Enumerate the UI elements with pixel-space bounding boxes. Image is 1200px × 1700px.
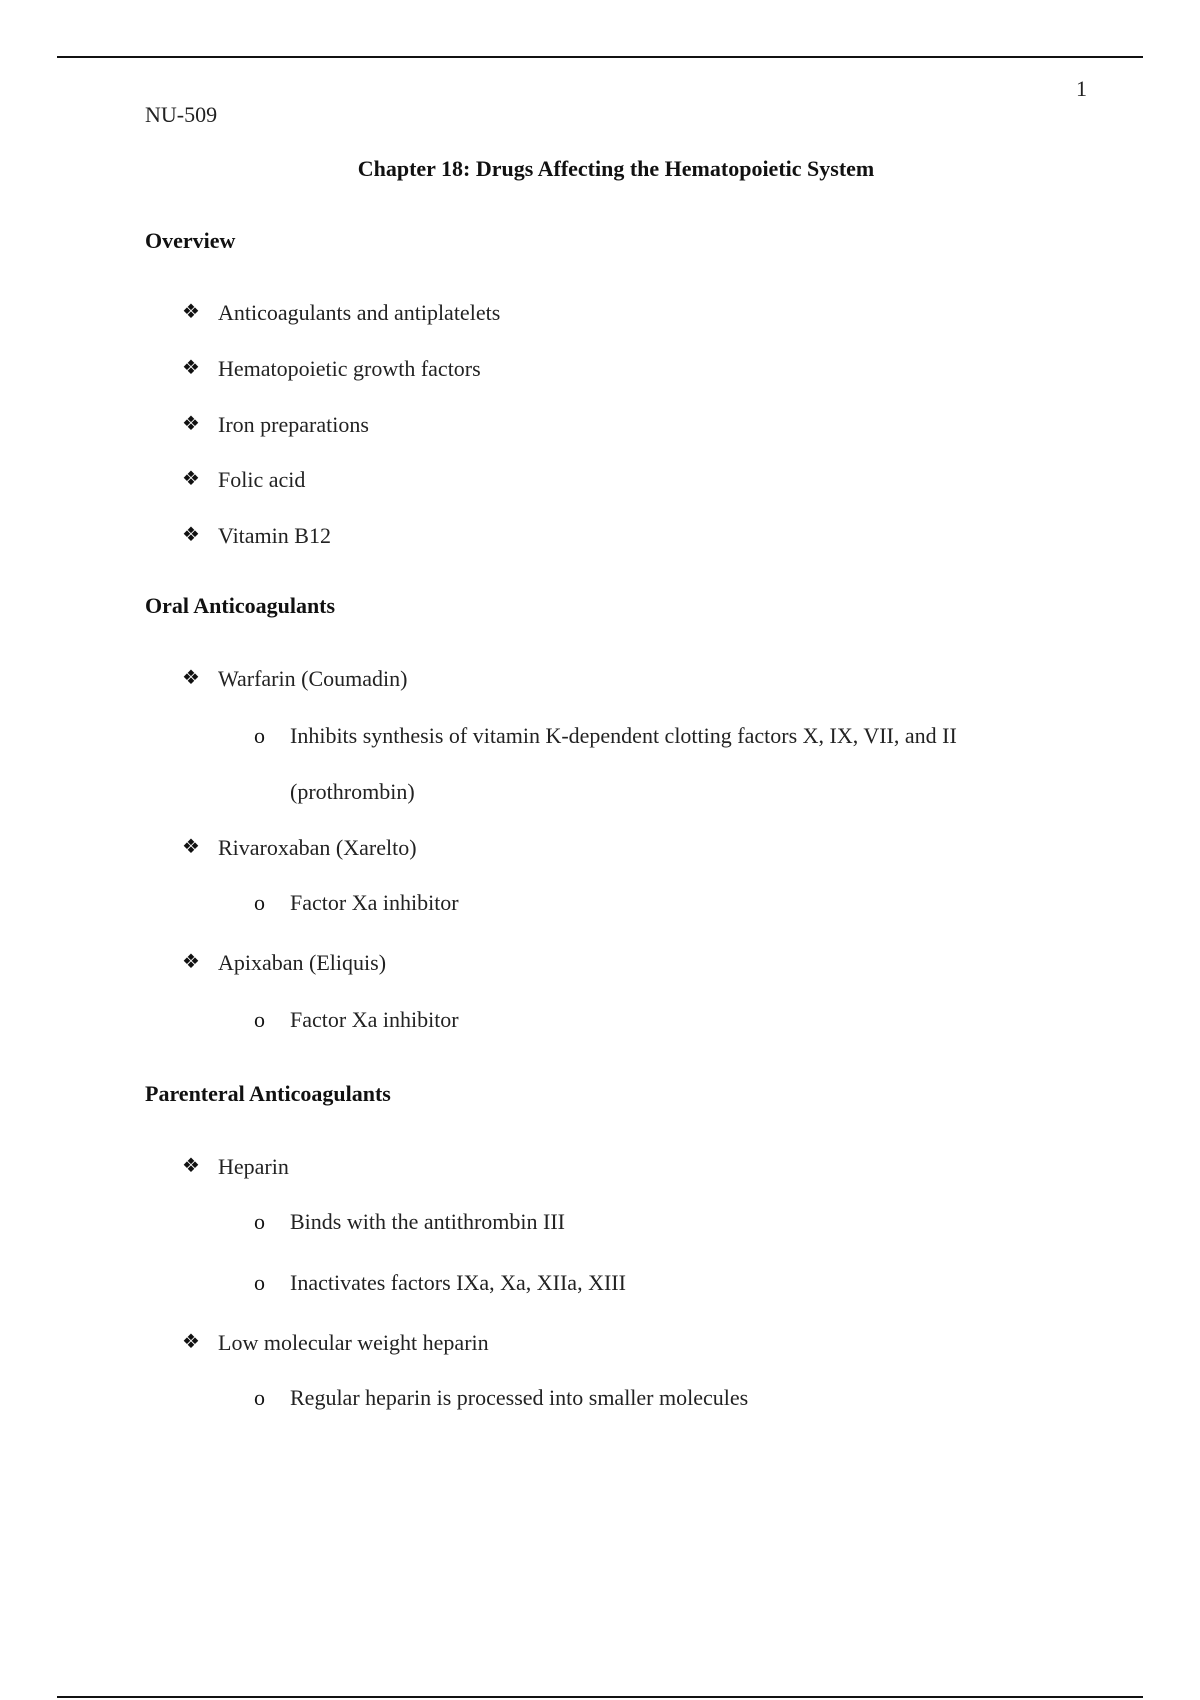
diamond-bullet-icon: ❖ [182,524,200,546]
diamond-bullet-icon: ❖ [182,951,200,973]
sub-list-item-label: Binds with the antithrombin III [290,1209,565,1234]
list-item-label: Rivaroxaban (Xarelto) [218,835,417,860]
list-item-label: Heparin [218,1154,289,1179]
list-item-label: Apixaban (Eliquis) [218,950,387,975]
diamond-bullet-icon: ❖ [182,468,200,490]
diamond-bullet-icon: ❖ [182,301,200,323]
sub-list-item [254,1270,626,1296]
list-item-label: Folic acid [218,467,306,492]
list-item [182,950,387,976]
list-item-label: Vitamin B12 [218,523,331,548]
sub-list-item-label: Factor Xa inhibitor [290,1007,459,1032]
circle-bullet-icon: o [254,890,265,915]
sub-list-item [254,1385,749,1411]
circle-bullet-icon: o [254,1270,265,1295]
list-item-label: Anticoagulants and antiplatelets [218,300,501,325]
diamond-bullet-icon: ❖ [182,1155,200,1177]
section-heading-overview: Overview [145,228,236,253]
circle-bullet-icon: o [254,1385,265,1410]
list-item [182,1154,289,1180]
section-heading-oral-anticoagulants: Oral Anticoagulants [145,593,336,618]
sub-list-item-label: Inhibits synthesis of vitamin K-dependent clotting factors X, IX, VII, and II [290,723,957,748]
document-title: Chapter 18: Drugs Affecting the Hematopoietic System [357,156,875,181]
list-item [182,467,306,493]
sub-list-item [254,1209,565,1235]
diamond-bullet-icon: ❖ [182,1331,200,1353]
diamond-bullet-icon: ❖ [182,667,200,689]
circle-bullet-icon: o [254,723,265,748]
list-item-label: Warfarin (Coumadin) [218,666,408,691]
circle-bullet-icon: o [254,1209,265,1234]
diamond-bullet-icon: ❖ [182,357,200,379]
course-code: NU-509 [145,102,218,127]
footer-rule [57,1696,1143,1698]
list-item [182,356,481,382]
diamond-bullet-icon: ❖ [182,413,200,435]
list-item [182,835,417,861]
sub-list-item [254,890,459,916]
sub-list-item-label: Factor Xa inhibitor [290,890,459,915]
list-item [182,666,408,692]
sub-list-item [254,1007,459,1033]
sub-list-item [254,723,957,749]
section-heading-parenteral-anticoagulants: Parenteral Anticoagulants [145,1081,391,1106]
list-item [182,523,331,549]
list-item [182,300,501,326]
list-item [182,1330,489,1356]
list-item-label: Low molecular weight heparin [218,1330,489,1355]
sub-list-item-label: Inactivates factors IXa, Xa, XIIa, XIII [290,1270,626,1295]
list-item-label: Hematopoietic growth factors [218,356,481,381]
diamond-bullet-icon: ❖ [182,836,200,858]
page-number: 1 [1076,76,1087,101]
list-item [182,412,369,438]
header-rule [57,56,1143,58]
circle-bullet-icon: o [254,1007,265,1032]
sub-list-item-continuation: (prothrombin) [290,779,415,804]
list-item-label: Iron preparations [218,412,369,437]
sub-list-item-label: Regular heparin is processed into smaller molecules [290,1385,749,1410]
